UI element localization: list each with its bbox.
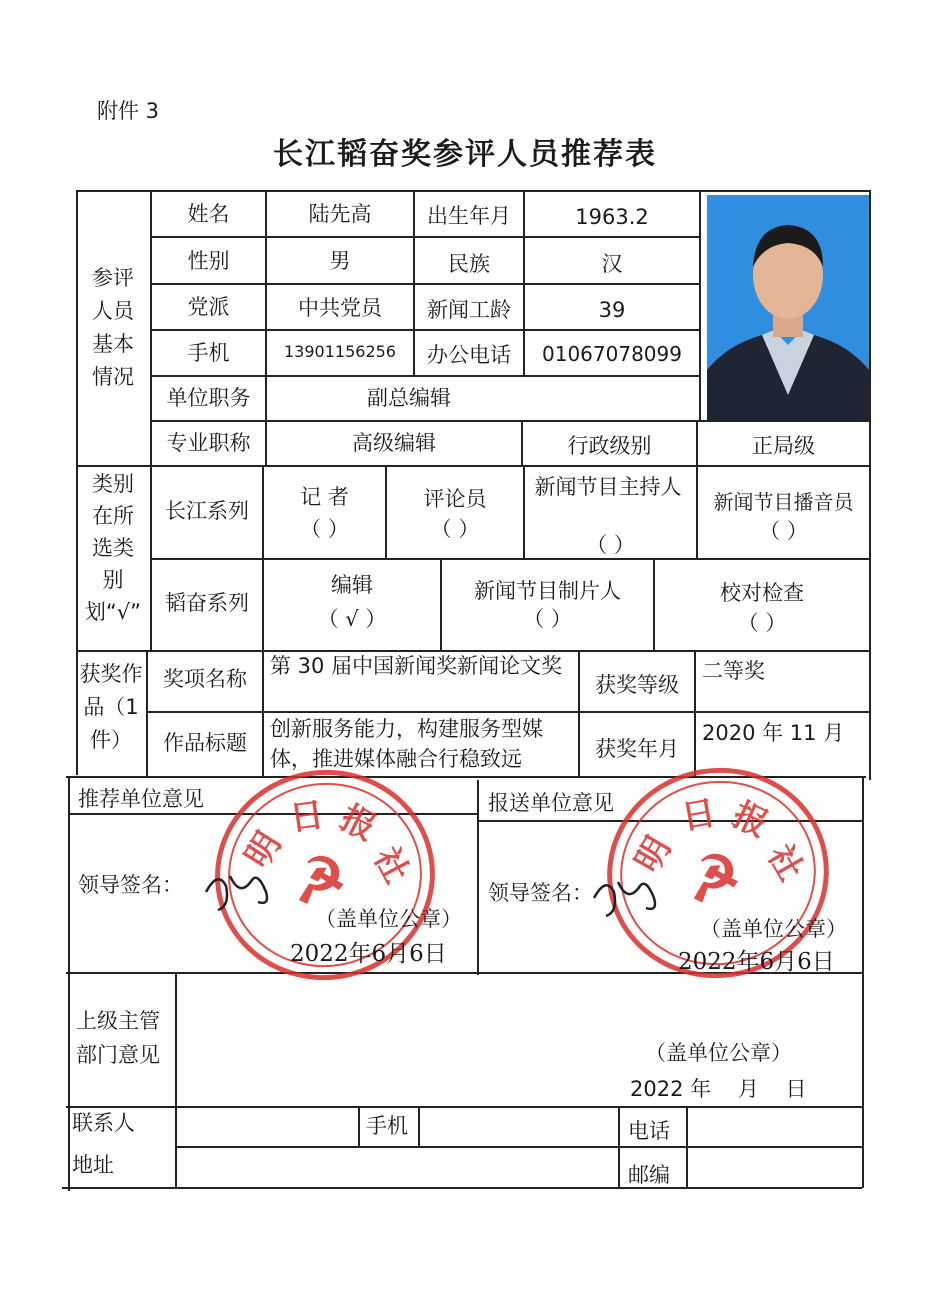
birth-value: 1963.2: [575, 205, 649, 229]
submit-opinion-label: 报送单位意见: [488, 791, 614, 815]
submit-date: 2022年6月6日: [678, 949, 835, 975]
news-years-value: 39: [598, 298, 626, 322]
work-title-value: 创新服务能力，构建服务型媒体，推进媒体融合行稳致远: [270, 717, 543, 771]
seal-char: 报: [333, 797, 383, 849]
submit-sign-label: 领导签名：: [488, 881, 593, 905]
address-field[interactable]: [178, 1148, 616, 1186]
cj-option-mark[interactable]: （ ）: [430, 517, 480, 541]
contact-person-field[interactable]: [178, 1108, 356, 1145]
award-grade-label: 获奖等级: [595, 673, 679, 697]
seal-char: 社: [759, 838, 811, 888]
name-value: 陆先高: [308, 202, 372, 226]
tf-option-label: 新闻节目制片人: [474, 579, 621, 603]
seal-char: 报: [726, 794, 775, 846]
phone-value: 13901156256: [284, 342, 396, 361]
tf-series-label: 韬奋系列: [165, 591, 249, 615]
superior-date: 2022 年 月 日: [630, 1077, 807, 1101]
category-section-label: 类别在所选类别划“√”: [84, 472, 142, 624]
ethnicity-label: 民族: [448, 252, 490, 276]
position-label: 单位职务: [166, 386, 251, 410]
cj-option-label: 评论员: [423, 487, 487, 511]
portrait-photo: [707, 195, 869, 422]
leader-signature-left: [200, 862, 280, 922]
recommend-opinion-label: 推荐单位意见: [78, 787, 204, 811]
cj-option-mark[interactable]: （ ）: [586, 533, 635, 557]
birth-label: 出生年月: [427, 204, 511, 228]
office-phone-label: 办公电话: [427, 343, 511, 367]
seal-char: 社: [365, 841, 417, 890]
tel-field[interactable]: [688, 1108, 860, 1145]
mobile-field[interactable]: [420, 1108, 616, 1145]
cj-option-label: 新闻节目主持人: [534, 475, 682, 499]
office-phone-value: 01067078099: [542, 342, 682, 366]
ethnicity-value: 汉: [601, 252, 623, 276]
seal-char: 日: [678, 792, 719, 839]
cj-option-mark[interactable]: （ ）: [300, 517, 349, 541]
award-name-value: 第 30 届中国新闻奖新闻论文奖: [270, 654, 563, 678]
tf-option-mark[interactable]: （ ）: [737, 611, 787, 635]
party-label: 党派: [187, 295, 230, 319]
mobile-label: 手机: [366, 1114, 408, 1138]
position-value: 副总编辑: [367, 386, 451, 410]
name-label: 姓名: [187, 202, 230, 226]
superior-opinion-label: 上级主管部门意见: [76, 1009, 160, 1067]
postcode-label: 邮编: [628, 1163, 670, 1187]
pro-title-value: 高级编辑: [352, 431, 436, 455]
pro-title-label: 专业职称: [166, 431, 251, 455]
postcode-field[interactable]: [688, 1148, 860, 1186]
leader-signature-right: [588, 868, 668, 928]
basic-section-label: 参评人员基本情况: [92, 266, 134, 389]
award-name-label: 奖项名称: [163, 667, 247, 691]
award-date-label: 获奖年月: [595, 737, 679, 761]
admin-level-label: 行政级别: [567, 434, 652, 458]
award-section-label: 获奖作品（1 件）: [79, 662, 143, 752]
hammer-sickle-icon: ☭: [681, 839, 747, 918]
news-years-label: 新闻工龄: [427, 298, 511, 322]
award-date-value: 2020 年 11 月: [702, 721, 845, 745]
work-title-label: 作品标题: [163, 731, 247, 755]
attachment-label: 附件 3: [97, 99, 160, 123]
tf-option-label: 编辑: [331, 573, 373, 597]
address-label: 地址: [72, 1153, 114, 1177]
cj-option-label: 记 者: [300, 485, 349, 509]
cj-option-mark[interactable]: （ ）: [759, 519, 808, 543]
party-value: 中共党员: [298, 296, 382, 320]
gender-label: 性别: [187, 249, 230, 273]
seal-char: 明: [627, 829, 680, 880]
cj-option-label: 新闻节目播音员: [713, 490, 854, 514]
hammer-sickle-icon: ☭: [288, 842, 352, 920]
cj-series-label: 长江系列: [165, 499, 249, 523]
tf-option-mark-checked[interactable]: （ √ ）: [317, 607, 387, 631]
submit-seal-note: （盖单位公章）: [700, 917, 847, 941]
superior-seal-note: （盖单位公章）: [645, 1041, 792, 1065]
seal-char: 明: [237, 825, 290, 876]
tf-option-label: 校对检查: [720, 581, 804, 605]
recommend-seal-note: （盖单位公章）: [315, 907, 462, 931]
recommend-date: 2022年6月6日: [290, 941, 447, 967]
recommend-sign-label: 领导签名：: [78, 873, 183, 897]
phone-label: 手机: [187, 341, 230, 365]
tf-option-mark[interactable]: （ ）: [523, 607, 572, 631]
tel-label: 电话: [628, 1119, 670, 1143]
form-title: 长江韬奋奖参评人员推荐表: [273, 137, 657, 172]
admin-level-value: 正局级: [752, 434, 815, 458]
award-grade-value: 二等奖: [702, 659, 765, 683]
seal-char: 日: [287, 794, 327, 840]
contact-person-label: 联系人: [72, 1111, 135, 1135]
gender-value: 男: [329, 249, 351, 273]
